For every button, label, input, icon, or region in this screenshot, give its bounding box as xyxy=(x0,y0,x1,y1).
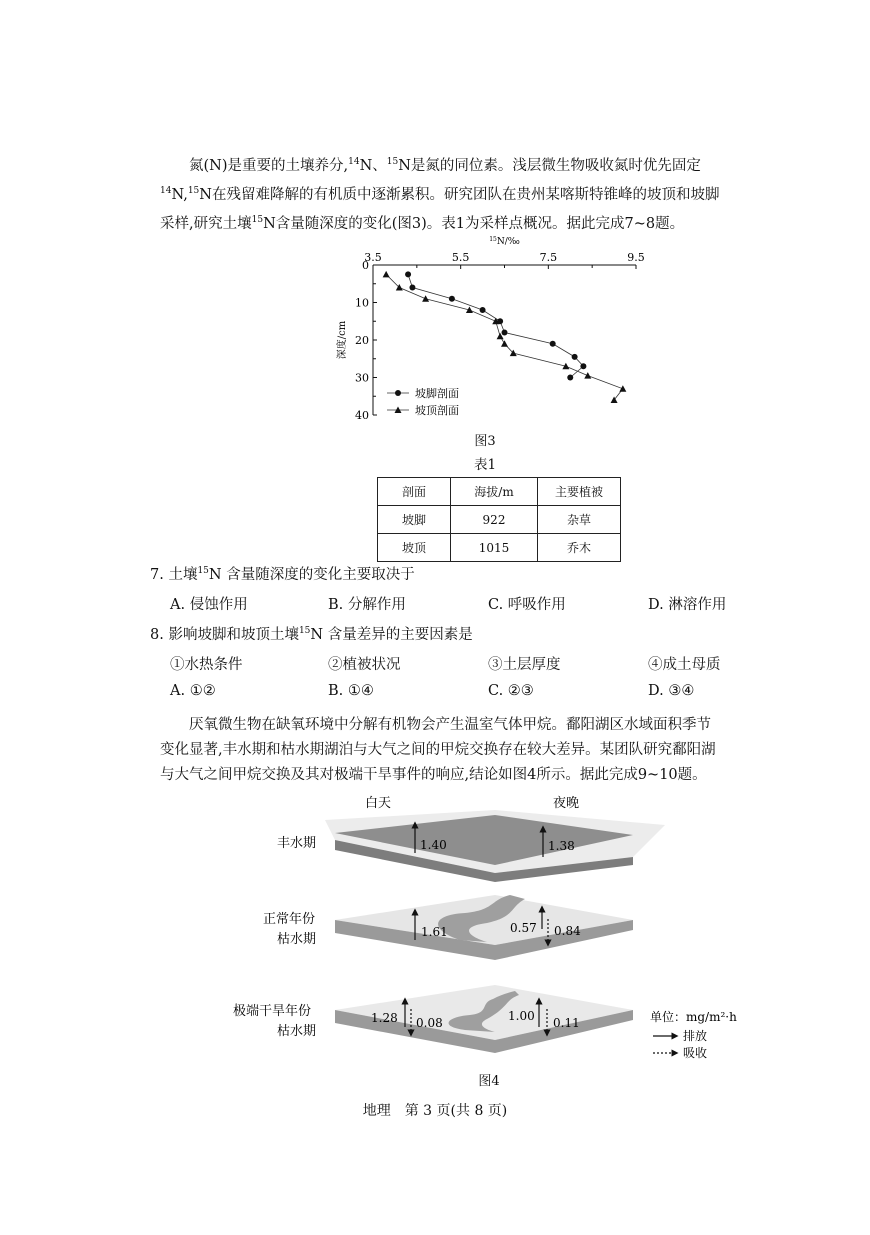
q8-factor-1: ①水热条件 xyxy=(170,657,243,673)
y-axis-label: 深度/cm xyxy=(337,320,348,360)
y-tick-label: 30 xyxy=(355,371,369,385)
table-cell: 922 xyxy=(451,506,538,534)
panel-label-wet: 丰水期 xyxy=(277,836,317,851)
table-row xyxy=(378,506,621,534)
panel-label-extreme-l2: 枯水期 xyxy=(277,1024,317,1039)
q7-option-c: C. 呼吸作用 xyxy=(488,597,566,613)
table-header-cell: 主要植被 xyxy=(538,478,621,506)
intro-paragraph-2: 厌氧微生物在缺氧环境中分解有机物会产生温室气体甲烷。鄱阳湖区水域面积季节变化显著,丰水期和枯水期湖泊与大气之间的甲烷交换存在较大差异。某团队研究鄱阳湖与大气之间甲烷交换及其对极端干旱事件的响应,结论如图4所示。据此完成9~10题。 xyxy=(160,717,716,783)
triangle-data-point xyxy=(619,385,626,392)
intro-paragraph-1: 氮(N)是重要的土壤养分,$^{14}$N、$^{15}$N是氮的同位素。浅层微生物吸收氮时优先固定$^{14}$N,$^{15}$N在残留难降解的有机质中逐渐累积。研究团队在贵州某喀斯特锥峰的坡顶和坡脚采样,研究土壤$^{15}$N含量随深度的变化(图3)。表1为采样点概况。据此完成7~8题。 xyxy=(160,157,720,232)
normal-day-emit-value: 1.61 xyxy=(421,925,448,939)
table-header-cell: 海拔/m xyxy=(451,478,538,506)
question-8-stem: 8. 影响坡脚和坡顶土壤$^{15}$N 含量差异的主要因素是 xyxy=(150,626,473,643)
unit-label: 单位：mg/m²·h xyxy=(650,1010,737,1024)
panel-label-extreme-l1: 极端干旱年份 xyxy=(233,1004,312,1019)
table-cell: 坡脚 xyxy=(378,506,451,534)
question-7-stem: 7. 土壤$^{15}$N 含量随深度的变化主要取决于 xyxy=(150,566,415,583)
absorb-legend-label: 吸收 xyxy=(683,1046,708,1060)
table-cell: 1015 xyxy=(451,534,538,562)
normal-night-emit-value: 0.57 xyxy=(510,921,537,935)
day-label: 白天 xyxy=(365,796,392,811)
triangle-data-point xyxy=(584,372,591,379)
circle-data-point xyxy=(580,363,586,369)
page-footer: 地理 第 3 页(共 8 页) xyxy=(362,1103,508,1119)
x-tick-label: 3.5 xyxy=(364,251,382,264)
wet-day-emit-value: 1.40 xyxy=(420,838,447,852)
figure-4-diagram xyxy=(225,795,765,1070)
series-line xyxy=(408,274,583,377)
table-row xyxy=(378,534,621,562)
q7-option-b: B. 分解作用 xyxy=(328,597,406,613)
circle-data-point xyxy=(550,341,556,347)
emit-legend-label: 排放 xyxy=(683,1029,708,1043)
extreme-night-emit-value: 1.00 xyxy=(508,1009,535,1023)
x-tick-label: 9.5 xyxy=(627,251,645,264)
y-tick-label: 10 xyxy=(355,296,369,310)
q7-option-d: D. 淋溶作用 xyxy=(648,597,727,613)
legend-label: 坡顶剖面 xyxy=(415,404,459,417)
q8-option-a: A. ①② xyxy=(170,683,216,699)
triangle-data-point xyxy=(422,295,429,302)
table-cell: 杂草 xyxy=(538,506,621,534)
panel-normal-dry xyxy=(335,895,633,960)
legend-label: 坡脚剖面 xyxy=(415,387,459,400)
circle-data-point xyxy=(405,271,411,277)
table-cell: 坡顶 xyxy=(378,534,451,562)
y-tick-label: 40 xyxy=(355,409,369,422)
panel-wet-season xyxy=(325,810,665,882)
figure-3-caption: 图3 xyxy=(474,434,496,449)
normal-night-absorb-value: 0.84 xyxy=(554,924,581,938)
triangle-data-point xyxy=(501,340,508,347)
circle-data-point xyxy=(572,354,578,360)
circle-data-point xyxy=(409,285,415,291)
q8-factor-3: ③土层厚度 xyxy=(488,657,561,673)
y-tick-label: 20 xyxy=(355,334,369,347)
panel-extreme-dry xyxy=(335,985,633,1053)
x-tick-label: 5.5 xyxy=(451,251,470,264)
circle-data-point xyxy=(395,390,401,396)
extreme-day-absorb-value: 0.08 xyxy=(416,1016,443,1030)
triangle-data-point xyxy=(383,271,390,278)
figure-4-caption: 图4 xyxy=(478,1074,500,1089)
q8-option-c: C. ②③ xyxy=(488,683,534,699)
panel-label-normal-l1: 正常年份 xyxy=(263,912,316,927)
x-tick-label: 7.5 xyxy=(539,251,558,264)
q8-factor-2: ②植被状况 xyxy=(328,657,401,673)
q8-factor-4: ④成土母质 xyxy=(648,657,721,673)
q7-option-a: A. 侵蚀作用 xyxy=(170,597,248,613)
table-header-row xyxy=(378,478,621,506)
circle-data-point xyxy=(502,330,508,336)
y-tick-label: 0 xyxy=(362,259,369,272)
table-1 xyxy=(377,477,621,562)
extreme-day-emit-value: 1.28 xyxy=(371,1011,398,1025)
series-line xyxy=(386,274,623,400)
table-cell: 乔木 xyxy=(538,534,621,562)
x-axis-label: $^{15}$N/‰ xyxy=(489,236,520,247)
circle-data-point xyxy=(449,296,455,302)
night-label: 夜晚 xyxy=(553,796,580,811)
panel-label-normal-l2: 枯水期 xyxy=(277,932,317,947)
q8-option-b: B. ①④ xyxy=(328,683,374,699)
extreme-night-absorb-value: 0.11 xyxy=(553,1016,580,1030)
circle-data-point xyxy=(480,307,486,313)
table-header-cell: 剖面 xyxy=(378,478,451,506)
table-1-title: 表1 xyxy=(473,457,497,473)
wet-night-emit-value: 1.38 xyxy=(548,839,575,853)
figure-3-chart xyxy=(330,232,650,432)
q8-option-d: D. ③④ xyxy=(648,683,695,699)
circle-data-point xyxy=(567,375,573,381)
